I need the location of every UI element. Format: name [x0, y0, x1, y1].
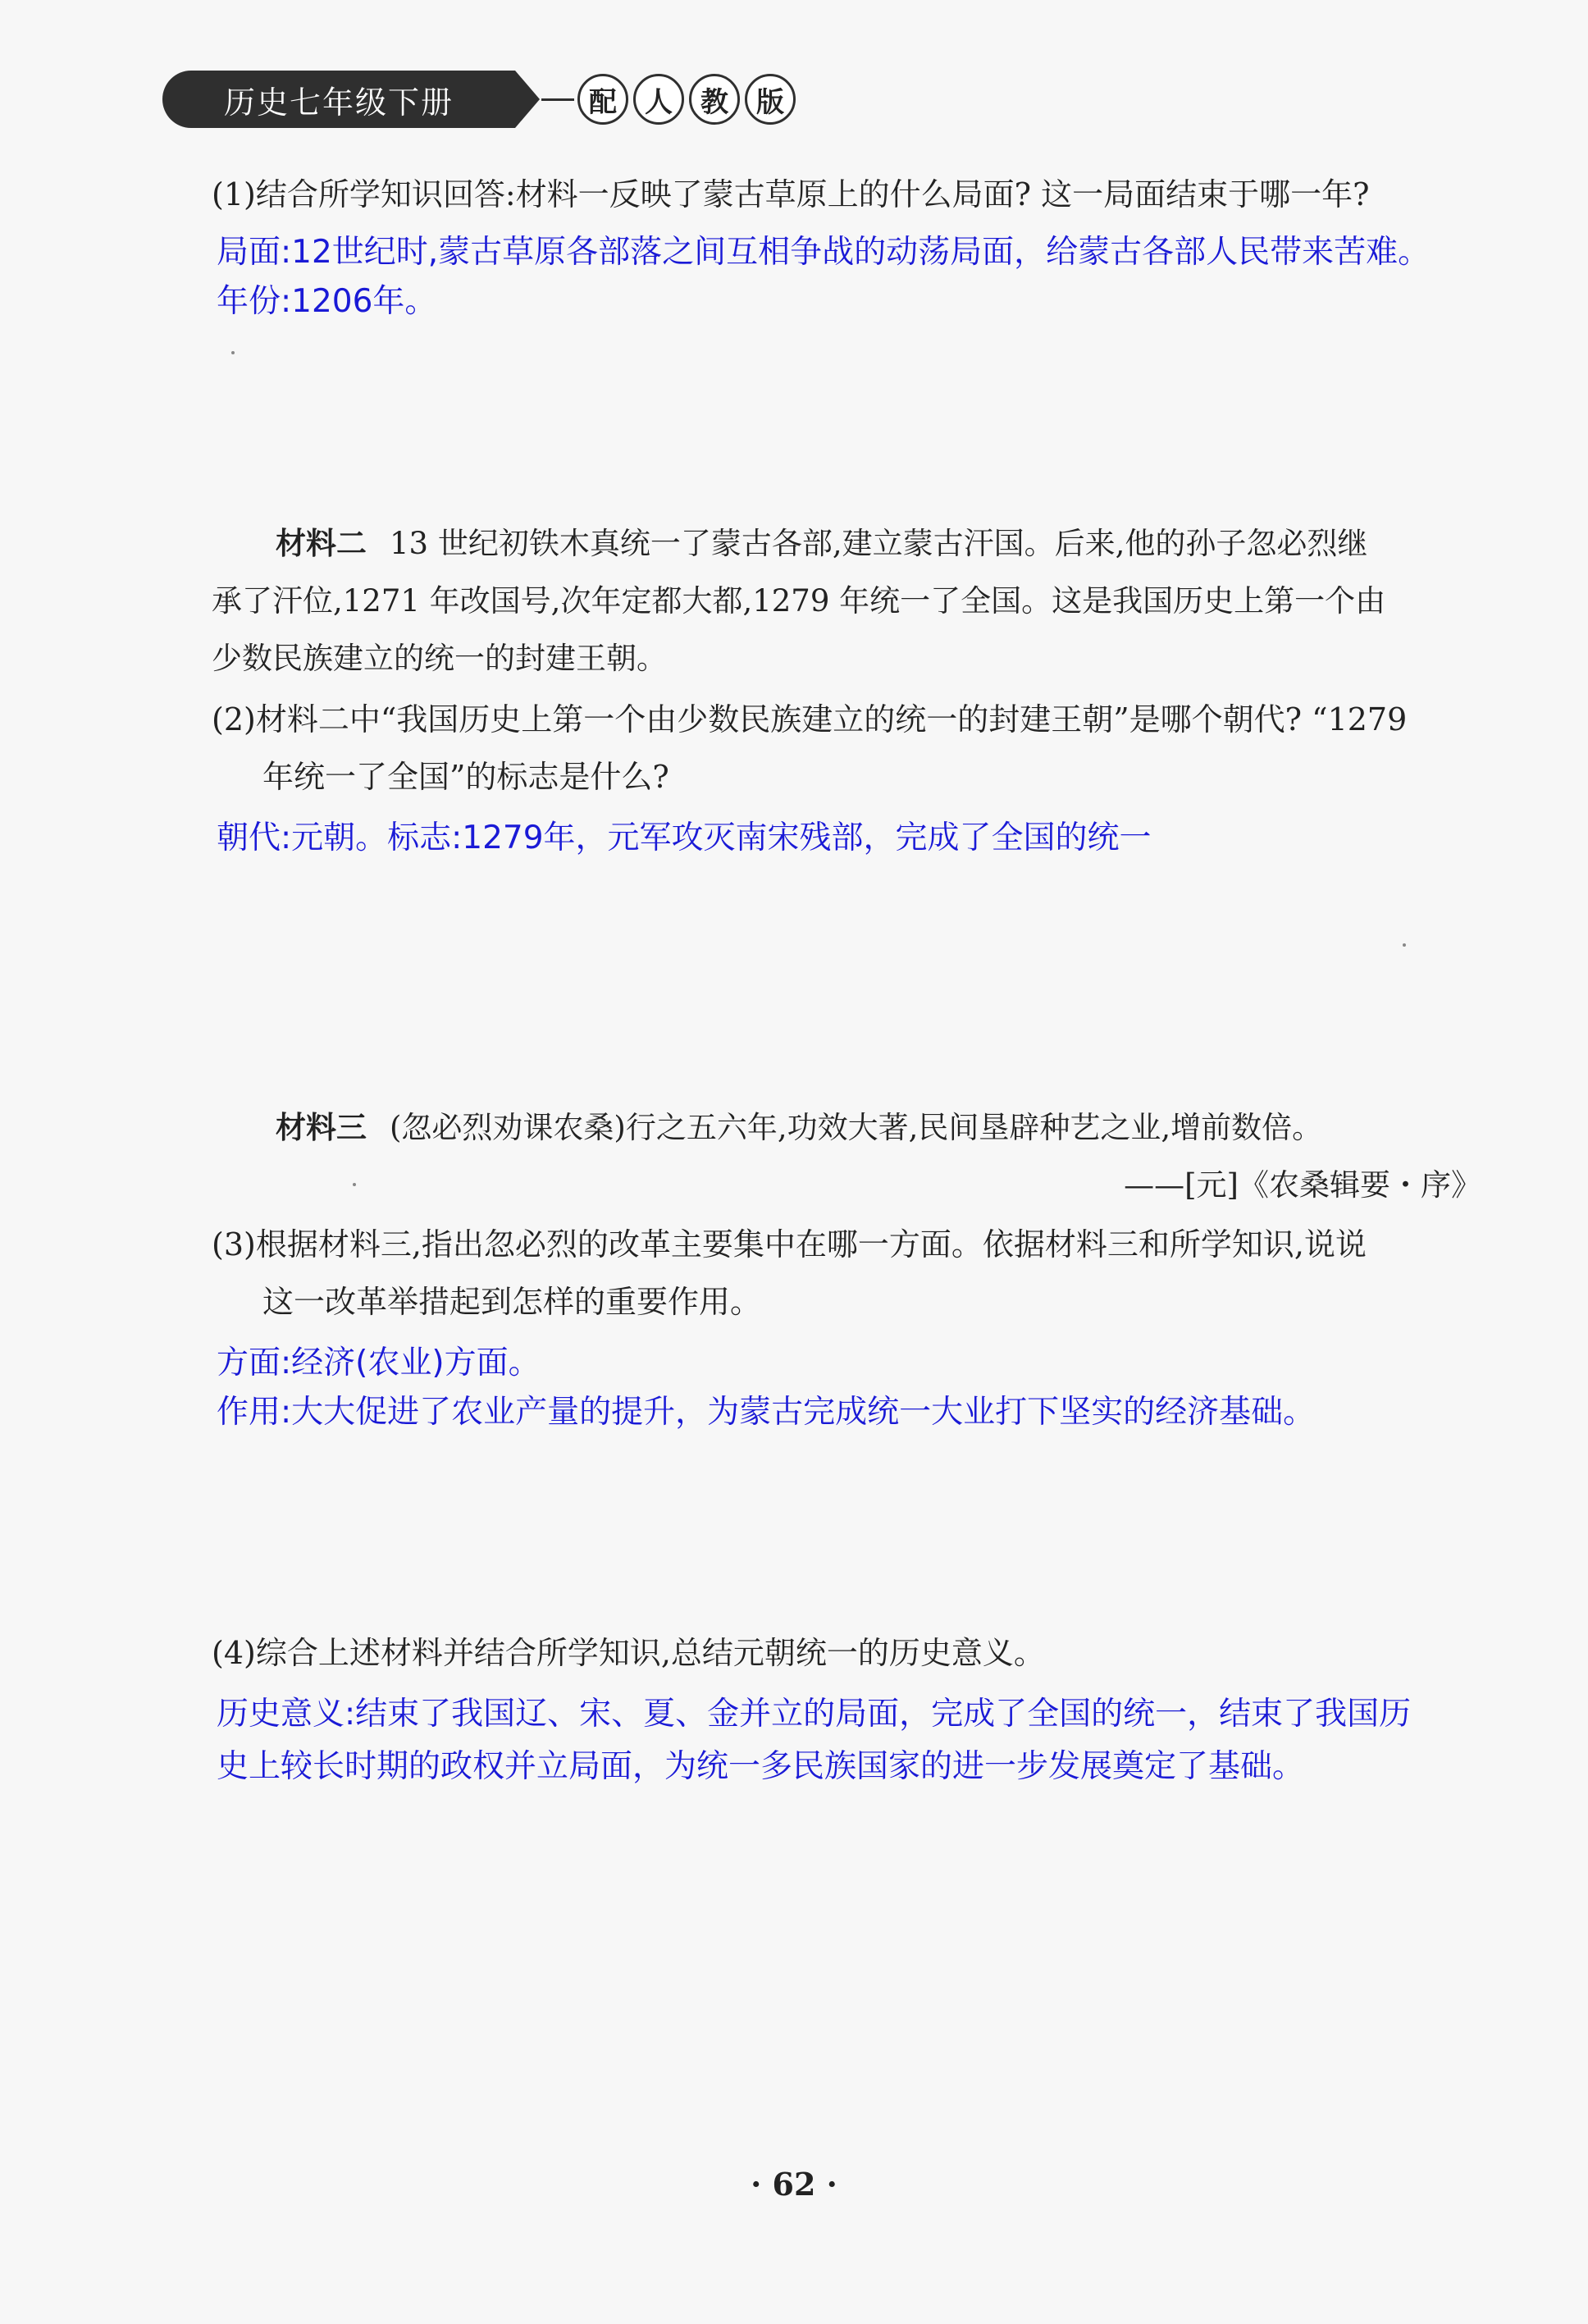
material-2-line-1 [276, 523, 1367, 564]
answer-4-line-1: 历史意义:结束了我国辽、宋、夏、金并立的局面，完成了全国的统一，结束了我国历 [217, 1696, 1412, 1733]
question-3-line-2: 这一改革举措起到怎样的重要作用。 [262, 1284, 762, 1320]
answer-2: 朝代:元朝。标志:1279年，元军攻灭南宋残部，完成了全国的统一 [217, 820, 1152, 856]
edition-char: 人 [633, 74, 684, 125]
answer-1-year: 年份:1206年。 [217, 283, 437, 320]
answer-3-aspect: 方面:经济(农业)方面。 [217, 1345, 541, 1381]
material-3-text: (忽必烈劝课农桑)行之五六年,功效大著,民间垦辟种艺之业,增前数倍。 [390, 1110, 1323, 1145]
question-4: (4)综合上述材料并结合所学知识,总结元朝统一的历史意义。 [212, 1635, 1045, 1671]
page-number: · 62 · [751, 2166, 837, 2203]
speck [353, 1183, 356, 1186]
header-title: 历史七年级下册 [162, 71, 515, 128]
material-2-line-3: 少数民族建立的统一的封建王朝。 [212, 641, 667, 676]
material-2-line-2: 承了汗位,1271 年改国号,次年定都大都,1279 年统一了全国。这是我国历史上第一个由 [212, 583, 1386, 619]
question-2-line-2: 年统一了全国”的标志是什么? [262, 759, 669, 795]
question-1: (1)结合所学知识回答:材料一反映了蒙古草原上的什么局面? 这一局面结束于哪一年? [212, 176, 1370, 212]
header-connector [541, 98, 574, 101]
material-3-line [276, 1107, 1322, 1148]
answer-4-line-2: 史上较长时期的政权并立局面，为统一多民族国家的进一步发展奠定了基础。 [217, 1748, 1305, 1785]
material-3-source: ——[元]《农桑辑要・序》 [1124, 1167, 1481, 1203]
question-2-line-1: (2)材料二中“我国历史上第一个由少数民族建立的统一的封建王朝”是哪个朝代? “1279 [212, 701, 1408, 737]
material-3-label: 材料三 [276, 1110, 367, 1145]
question-3-line-1: (3)根据材料三,指出忽必烈的改革主要集中在哪一方面。依据材料三和所学知识,说说 [212, 1226, 1367, 1262]
material-2-text: 13 世纪初铁木真统一了蒙古各部,建立蒙古汗国。后来,他的孙子忽必烈继 [390, 526, 1368, 561]
header [162, 69, 796, 130]
edition-badge [577, 74, 796, 125]
answer-1-situation: 局面:12世纪时,蒙古草原各部落之间互相争战的动荡局面，给蒙古各部人民带来苦难。 [217, 234, 1431, 271]
edition-char: 教 [689, 74, 740, 125]
speck [231, 351, 235, 354]
edition-char: 配 [577, 74, 628, 125]
material-2-label: 材料二 [276, 526, 367, 561]
edition-char: 版 [745, 74, 796, 125]
answer-3-effect: 作用:大大促进了农业产量的提升，为蒙古完成统一大业打下坚实的经济基础。 [217, 1394, 1316, 1431]
speck [1403, 943, 1406, 947]
